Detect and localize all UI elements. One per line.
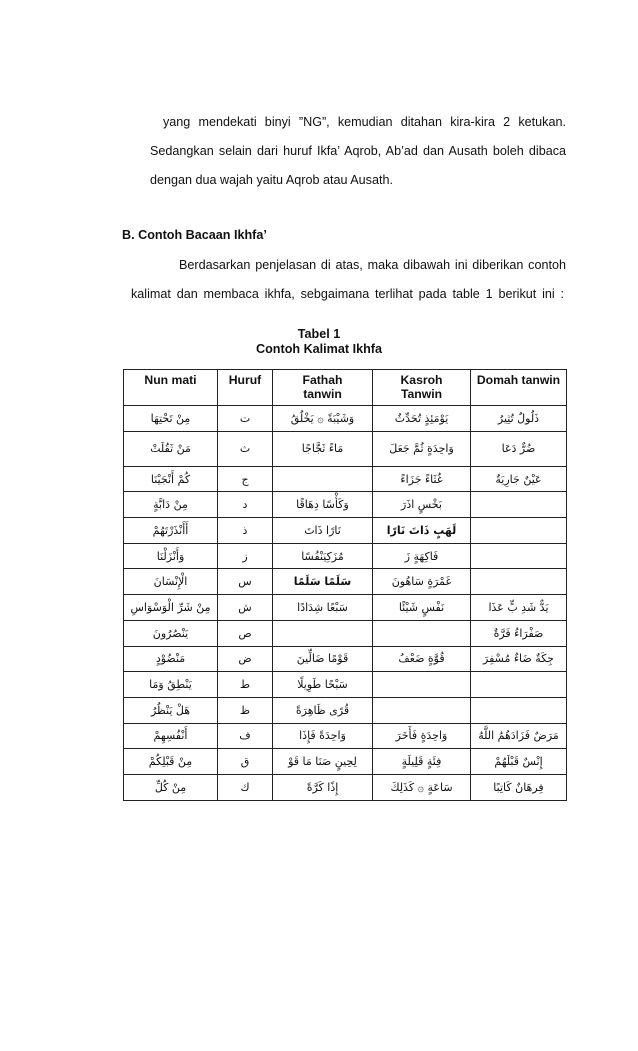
domah-tanwin-cell: يَدٌّ شَدِ بٍّ عَذَا [471, 595, 567, 621]
table-row [124, 595, 567, 621]
kasroh-tanwin-cell: غَمْرَةٍ سَاهُونَ [373, 569, 471, 595]
kasroh-tanwin-cell [373, 620, 471, 646]
kasroh-tanwin-cell: سَاعَةٍ ۞ كَذَلِكَ [373, 774, 471, 800]
huruf-cell: ذ [218, 518, 273, 544]
nun-mati-cell: وَأَنْزَلْنَا [124, 543, 218, 569]
huruf-cell: ط [218, 672, 273, 698]
table-row [124, 518, 567, 544]
fathah-tanwin-cell [273, 620, 373, 646]
kasroh-tanwin-cell: فَاكِهَةٍ زَ [373, 543, 471, 569]
huruf-cell: س [218, 569, 273, 595]
paragraph-line: dengan dua wajah yaitu Aqrob atau Ausath. [150, 173, 393, 187]
table-caption-number: Tabel 1 [297, 327, 341, 341]
table-row [124, 620, 567, 646]
paragraph-line: kalimat dan membaca ikhfa, sebgaimana terlihat pada table 1 berikut ini : [131, 287, 564, 301]
domah-tanwin-cell: عَيْنٌ جَارِيَةٌ [471, 466, 567, 492]
nun-mati-cell: يَنْصُرُونَ [124, 620, 218, 646]
huruf-cell: ش [218, 595, 273, 621]
kasroh-tanwin-cell: غُثَاءً جَزَاءً [373, 466, 471, 492]
kasroh-tanwin-cell: نَفْسٍ شَيْئًا [373, 595, 471, 621]
huruf-cell: ض [218, 646, 273, 672]
table-row [124, 492, 567, 518]
nun-mati-cell: أَأَنْذَرْتَهُمْ [124, 518, 218, 544]
table-row [124, 431, 567, 466]
huruf-cell: ت [218, 406, 273, 432]
header-nun-mati: Nun mati [124, 370, 218, 406]
kasroh-tanwin-cell: يَوْمَئِذٍ تُحَدِّثُ [373, 406, 471, 432]
nun-mati-cell: مَنْضُوْدٍ [124, 646, 218, 672]
domah-tanwin-cell: جِكَةٌ ضَاءٌ مُسْفِرَ [471, 646, 567, 672]
kasroh-tanwin-cell: فِئَةٍ قَلِيلَةٍ [373, 749, 471, 775]
table-row [124, 543, 567, 569]
table-row [124, 697, 567, 723]
fathah-tanwin-cell: سَبْعًا شِدَادًا [273, 595, 373, 621]
table-row [124, 672, 567, 698]
paragraph-line: yang mendekati binyi ”NG”, kemudian ditahan kira-kira 2 ketukan. [163, 115, 566, 129]
paragraph-line: Berdasarkan penjelasan di atas, maka dibawah ini diberikan contoh [179, 258, 566, 272]
nun-mati-cell: مِنْ كُلِّ [124, 774, 218, 800]
table-row [124, 466, 567, 492]
fathah-tanwin-cell: نَارًا ذَاتَ [273, 518, 373, 544]
fathah-tanwin-cell: إِذًا كَرَّةً [273, 774, 373, 800]
huruf-cell: ز [218, 543, 273, 569]
kasroh-tanwin-cell: قُوَّةٍ ضَعْفُ [373, 646, 471, 672]
nun-mati-cell: الْإِنْسَانَ [124, 569, 218, 595]
fathah-tanwin-cell: مُزَكِيَنْفُسًا [273, 543, 373, 569]
huruf-cell: ف [218, 723, 273, 749]
domah-tanwin-cell [471, 518, 567, 544]
nun-mati-cell: مِنْ قَبْلِكُمْ [124, 749, 218, 775]
huruf-cell: ظ [218, 697, 273, 723]
kasroh-tanwin-cell [373, 697, 471, 723]
nun-mati-cell: مِنْ تَحْتِهَا [124, 406, 218, 432]
kasroh-tanwin-cell: وَاحِدَةٍ ثُمَّ جَعَلَ [373, 431, 471, 466]
fathah-tanwin-cell: قَوْمًا ضَالِّينَ [273, 646, 373, 672]
fathah-tanwin-cell: وَاحِدَةً فَإِذَا [273, 723, 373, 749]
nun-mati-cell: مِنْ شَرِّ الْوَسْوَاسِ [124, 595, 218, 621]
table-row [124, 723, 567, 749]
fathah-tanwin-cell: لِحِينٍ صَنَا مَا قَوْ [273, 749, 373, 775]
domah-tanwin-cell: مَرَضٌ فَزَادَهُمُ اللَّهُ [471, 723, 567, 749]
domah-tanwin-cell: فِرهَانٌ كَاتِبًا [471, 774, 567, 800]
huruf-cell: ص [218, 620, 273, 646]
table-caption-title: Contoh Kalimat Ikhfa [256, 342, 382, 356]
huruf-cell: د [218, 492, 273, 518]
domah-tanwin-cell [471, 697, 567, 723]
domah-tanwin-cell: صَفْرَاءُ فَرَّةٌ [471, 620, 567, 646]
fathah-tanwin-cell: سَبْحًا طَوِيلًا [273, 672, 373, 698]
table-row [124, 569, 567, 595]
nun-mati-cell: مَنْ ثَقُلَتْ [124, 431, 218, 466]
huruf-cell: ق [218, 749, 273, 775]
header-domah-tanwin: Domah tanwin [471, 370, 567, 406]
nun-mati-cell: يَنْطِقُ وَمَا [124, 672, 218, 698]
kasroh-tanwin-cell [373, 672, 471, 698]
kasroh-tanwin-cell: وَاحِدَةٍ فَأَخَرَ [373, 723, 471, 749]
kasroh-tanwin-cell: لَهَبٍ ذَاتَ نَارًا [373, 518, 471, 544]
domah-tanwin-cell [471, 543, 567, 569]
domah-tanwin-cell: ذَلُولٌ تُثِيرُ [471, 406, 567, 432]
nun-mati-cell: أَنْفُسِهِمْ [124, 723, 218, 749]
domah-tanwin-cell [471, 672, 567, 698]
domah-tanwin-cell: ضُرٌّ دَعَا [471, 431, 567, 466]
huruf-cell: ث [218, 431, 273, 466]
table-row [124, 774, 567, 800]
ikhfa-examples-table [123, 369, 567, 801]
header-huruf: Huruf [218, 370, 273, 406]
fathah-tanwin-cell: قُرًى ظَاهِرَةً [273, 697, 373, 723]
table-row [124, 749, 567, 775]
kasroh-tanwin-cell: بَخْسٍ اذَرَ [373, 492, 471, 518]
nun-mati-cell: هَلْ يَنْظُرُ [124, 697, 218, 723]
nun-mati-cell: كُمْ أَنْجَيْنَا [124, 466, 218, 492]
huruf-cell: ك [218, 774, 273, 800]
table-row [124, 646, 567, 672]
table-header-row [124, 370, 567, 406]
domah-tanwin-cell: إِنْسٌ قَبْلَهُمْ [471, 749, 567, 775]
table-row [124, 406, 567, 432]
header-kasroh-tanwin: Kasroh Tanwin [373, 370, 471, 406]
table-caption [0, 327, 638, 357]
fathah-tanwin-cell: وَكَأْسًا دِهَاقًا [273, 492, 373, 518]
fathah-tanwin-cell: مَاءً ثَجَّاجًا [273, 431, 373, 466]
fathah-tanwin-cell: وَشَيْبَةً ۞ يَخْلُقُ [273, 406, 373, 432]
header-fathah-tanwin: Fathah tanwin [273, 370, 373, 406]
fathah-tanwin-cell: سَلَمًا سَلَمًا [273, 569, 373, 595]
fathah-tanwin-cell [273, 466, 373, 492]
huruf-cell: ج [218, 466, 273, 492]
paragraph-line: Sedangkan selain dari huruf Ikfa’ Aqrob, Ab’ad dan Ausath boleh dibaca [150, 144, 566, 158]
section-heading: B. Contoh Bacaan Ikhfa’ [122, 228, 267, 242]
domah-tanwin-cell [471, 492, 567, 518]
domah-tanwin-cell [471, 569, 567, 595]
nun-mati-cell: مِنْ دَابَّةٍ [124, 492, 218, 518]
